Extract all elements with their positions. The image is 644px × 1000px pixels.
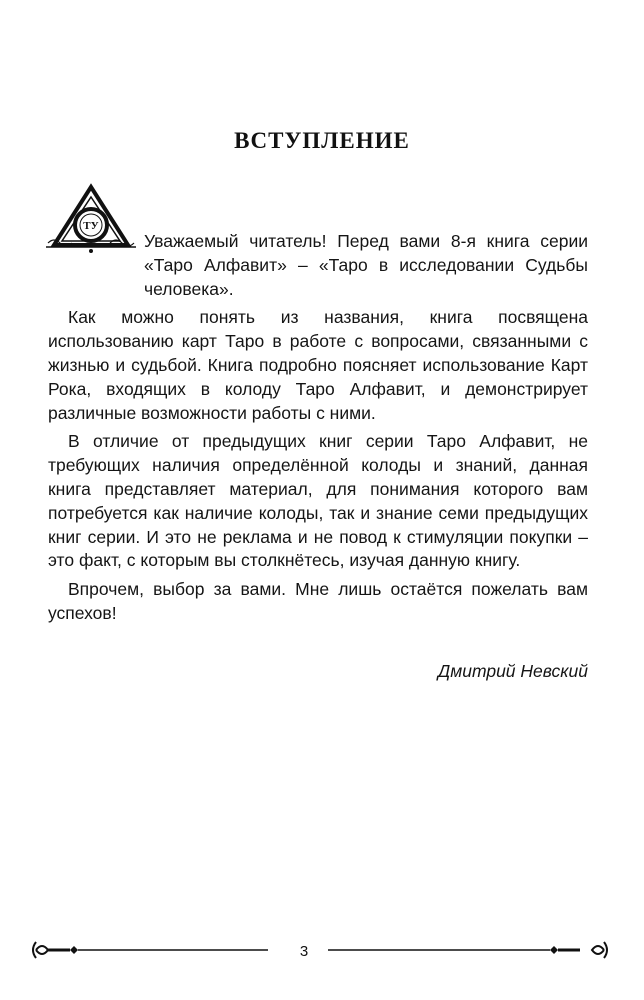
author-signature: Дмитрий Невский [437, 661, 588, 681]
page-number: 3 [299, 943, 309, 960]
emblem-glyph: ТУ [83, 220, 99, 232]
paragraph-purpose: Как можно понять из названия, книга посвящена использованию карт Таро в работе с вопросами, связанными с жизнью и судьбой. Книга подробно поясняет использование Карт Рока, входящих в колоду Таро Алфавит, и демонстрирует различные возможности работы с ними. [48, 307, 588, 423]
paragraph-closing: Впрочем, выбор за вами. Мне лишь остаётся пожелать вам успехов! [48, 579, 588, 623]
body-text [48, 230, 588, 631]
page-title: ВСТУПЛЕНИЕ [234, 128, 410, 153]
paragraph-greeting: Уважаемый читатель! Перед вами 8-я книга серии «Таро Алфавит» – «Таро в исследовании Судьбы человека». [144, 231, 588, 299]
paragraph-difference: В отличие от предыдущих книг серии Таро Алфавит, не требующих наличия определённой колоды и знаний, данная книга представляет материал, для понимания которого вам потребуется как наличие колоды, так и знание семи предыдущих книг серии. И это не реклама и не повод к стимуляции покупки – это факт, с которым вы столкнётесь, изучая данную книгу. [48, 431, 588, 571]
